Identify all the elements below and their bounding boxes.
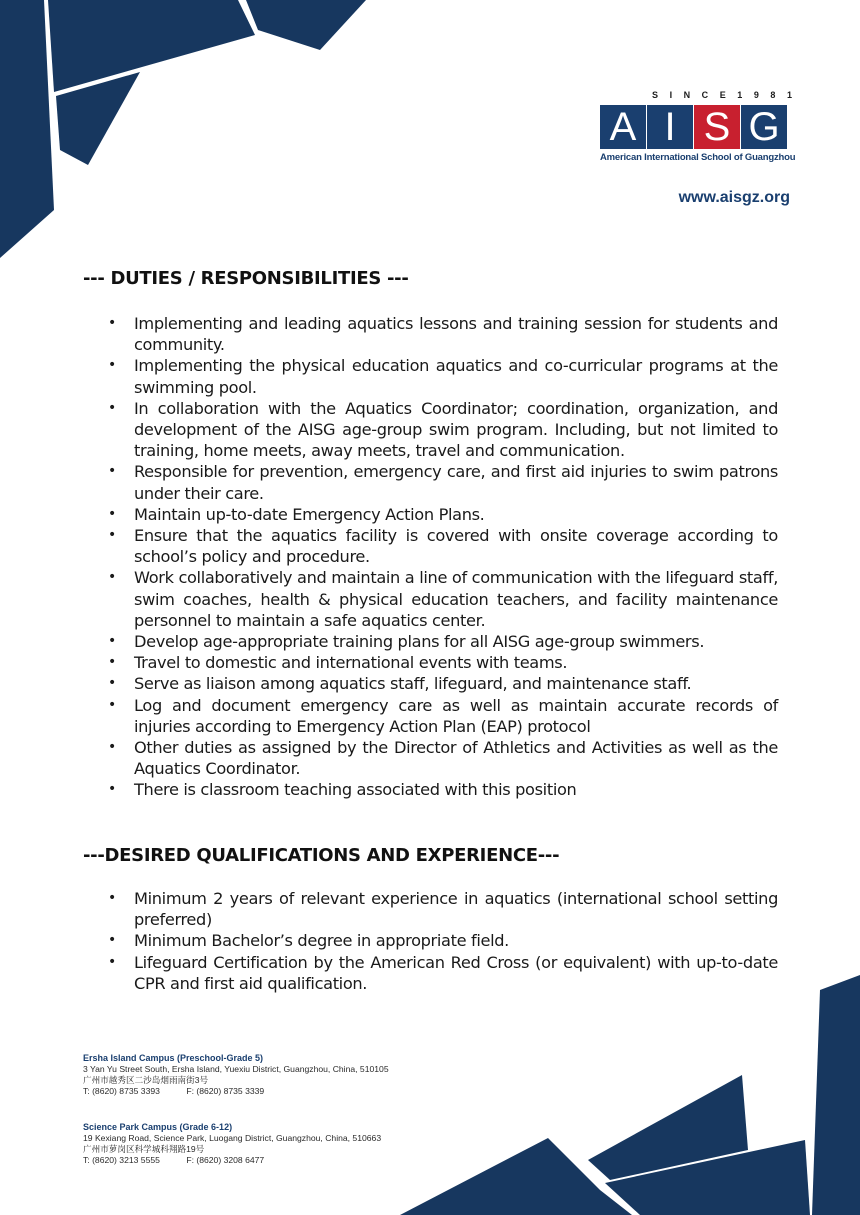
footer-campus-science-park <box>83 1122 381 1166</box>
logo-since-line <box>600 90 796 100</box>
logo-letter-s: S <box>694 105 740 149</box>
list-item: • Maintain up-to-date Emergency Action Plans. <box>134 504 778 525</box>
decor-shape-top-left-1 <box>0 0 54 258</box>
campus-title: Science Park Campus (Grade 6-12) <box>83 1122 233 1132</box>
logo-since-letter: C <box>701 90 709 100</box>
duties-heading: --- DUTIES / RESPONSIBILITIES --- <box>83 268 409 289</box>
list-item: • Log and document emergency care as well as maintain accurate records of injuries according to Emergency Action Plan (EAP) protocol <box>134 695 778 737</box>
campus-fax: F: (8620) 8735 3339 <box>186 1086 265 1096</box>
decor-shape-top-left-4 <box>246 0 366 50</box>
campus-fax: F: (8620) 3208 6477 <box>186 1155 265 1165</box>
logo-since-letter: I <box>669 90 673 100</box>
campus-phone: T: (8620) 8735 3393 <box>83 1086 160 1096</box>
qualifications-list <box>134 888 778 994</box>
campus-address-en: 19 Kexiang Road, Science Park, Luogang District, Guangzhou, China, 510663 <box>83 1133 382 1143</box>
logo-letter-g: G <box>741 105 787 149</box>
campus-phones <box>83 1155 381 1166</box>
list-item: • Minimum 2 years of relevant experience in aquatics (international school setting preferred) <box>134 888 778 930</box>
logo-since-letter: 1 <box>786 90 792 100</box>
decor-shape-bottom-right-4 <box>400 1138 632 1215</box>
list-item: • Develop age-appropriate training plans for all AISG age-group swimmers. <box>134 631 778 652</box>
decor-shape-bottom-right-2 <box>588 1075 748 1180</box>
decor-shape-top-left-3 <box>56 72 140 165</box>
list-item: • Work collaboratively and maintain a line of communication with the lifeguard staff, swim coaches, health & physical education teachers, and facility maintenance personnel to maintain a safe aquatics center. <box>134 567 778 631</box>
list-item: • Implementing and leading aquatics lessons and training session for students and community. <box>134 313 778 355</box>
campus-address-cn: 广州市萝岗区科学城科翔路19号 <box>83 1144 205 1154</box>
logo-since-letter: N <box>683 90 691 100</box>
qualifications-heading: ---DESIRED QUALIFICATIONS AND EXPERIENCE--- <box>83 845 560 866</box>
logo-letter-a: A <box>600 105 646 149</box>
school-logo <box>600 90 796 163</box>
campus-phones <box>83 1086 389 1097</box>
duties-list <box>134 313 778 801</box>
list-item: • Serve as liaison among aquatics staff, lifeguard, and maintenance staff. <box>134 673 778 694</box>
logo-school-name: American International School of Guangzhou <box>600 152 796 163</box>
list-item: • Travel to domestic and international events with teams. <box>134 652 778 673</box>
decor-shape-bottom-right-1 <box>812 975 860 1215</box>
logo-since-letter: 8 <box>770 90 776 100</box>
logo-since-letter: E <box>719 90 726 100</box>
website-url: www.aisgz.org <box>678 189 790 206</box>
campus-address-en: 3 Yan Yu Street South, Ersha Island, Yuexiu District, Guangzhou, China, 510105 <box>83 1064 389 1074</box>
logo-since-letter: S <box>652 90 659 100</box>
campus-title: Ersha Island Campus (Preschool-Grade 5) <box>83 1053 264 1063</box>
decor-shape-bottom-right-3 <box>605 1140 810 1215</box>
campus-phone: T: (8620) 3213 5555 <box>83 1155 160 1165</box>
decor-shape-top-left-2 <box>48 0 255 92</box>
list-item: • Lifeguard Certification by the American Red Cross (or equivalent) with up-to-date CPR and first aid qualification. <box>134 952 778 994</box>
list-item: • In collaboration with the Aquatics Coordinator; coordination, organization, and development of the AISG age-group swim program. Including, but not limited to training, home meets, away meets, travel and communication. <box>134 398 778 462</box>
logo-since-letter: 1 <box>737 90 743 100</box>
list-item: • Ensure that the aquatics facility is covered with onsite coverage according to school’s policy and procedure. <box>134 525 778 567</box>
logo-letters <box>600 105 796 149</box>
list-item: • Minimum Bachelor’s degree in appropriate field. <box>134 930 778 951</box>
list-item: • Responsible for prevention, emergency care, and first aid injuries to swim patrons under their care. <box>134 461 778 503</box>
footer-campus-ersha <box>83 1053 389 1097</box>
list-item: • There is classroom teaching associated with this position <box>134 779 778 800</box>
campus-address-cn: 广州市越秀区二沙岛烟雨南街3号 <box>83 1075 209 1085</box>
list-item: • Other duties as assigned by the Director of Athletics and Activities as well as the Aquatics Coordinator. <box>134 737 778 779</box>
logo-since-letter: 9 <box>753 90 759 100</box>
list-item: • Implementing the physical education aquatics and co-curricular programs at the swimming pool. <box>134 355 778 397</box>
logo-letter-i: I <box>647 105 693 149</box>
